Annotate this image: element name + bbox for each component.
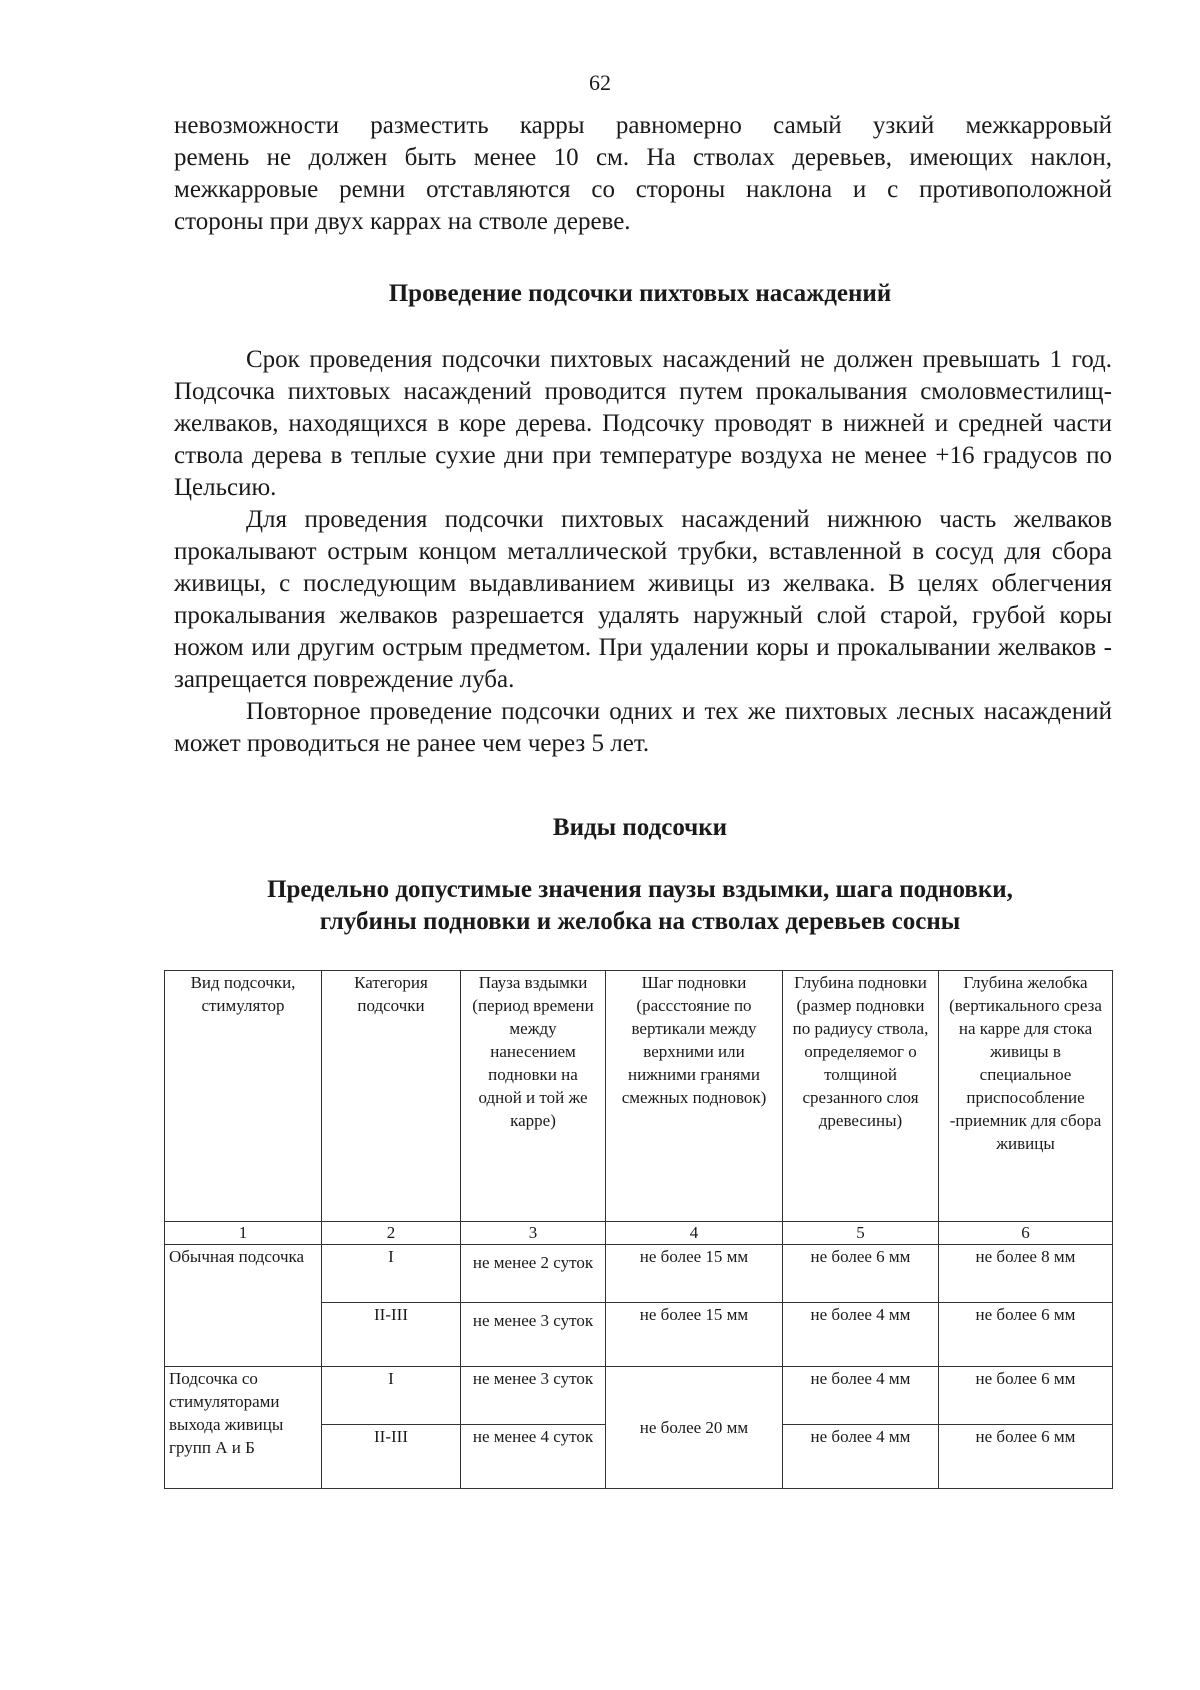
- depth-cell: не более 4 мм: [783, 1303, 939, 1367]
- table-row: [165, 1245, 1113, 1303]
- pause-cell: не менее 2 суток: [461, 1245, 606, 1303]
- depth-cell: не более 4 мм: [783, 1425, 939, 1489]
- pause-cell: не менее 4 суток: [461, 1425, 606, 1489]
- column-number: 3: [461, 1222, 606, 1245]
- groove-cell: не более 6 мм: [939, 1303, 1113, 1367]
- paragraph: Повторное проведение подсочки одних и тех же пихтовых лесных насаждений может проводиться не ранее чем через 5 лет.: [174, 698, 1112, 757]
- page-number: 62: [589, 70, 611, 95]
- category-cell: I: [322, 1245, 461, 1303]
- groove-cell: не более 8 мм: [939, 1245, 1113, 1303]
- step-cell: не более 20 мм: [606, 1367, 783, 1489]
- section-heading-tapping-types: Виды подсочки: [552, 814, 728, 841]
- header-cell: Категория подсочки: [322, 971, 461, 1222]
- column-number-row: [165, 1222, 1113, 1245]
- header-cell: Вид подсочки, стимулятор: [165, 971, 322, 1222]
- pause-cell: не менее 3 суток: [461, 1303, 606, 1367]
- paragraph: Срок проведения подсочки пихтовых насаждений не должен превышать 1 год. Подсочка пихтовых насаждений проводится путем прокалывания смоловместилищ-желваков, находящихся в коре дерева. Подсочку проводят в нижней и средней части ствола дерева в теплые сухие дни при температуре воздуха не менее +16 градусов по Цельсию.: [174, 346, 1112, 501]
- section-heading-fir-tapping: Проведение подсочки пихтовых насаждений: [388, 280, 892, 307]
- table-row: [165, 1367, 1113, 1425]
- intro-line: невозможности разместить карры равномерно самый узкий межкарровый: [174, 112, 1112, 139]
- column-number: 2: [322, 1222, 461, 1245]
- tapping-type-cell: Обычная подсочка: [165, 1245, 322, 1367]
- column-number: 6: [939, 1222, 1113, 1245]
- category-cell: II-III: [322, 1303, 461, 1367]
- column-number: 4: [606, 1222, 783, 1245]
- groove-cell: не более 6 мм: [939, 1425, 1113, 1489]
- paragraph: Для проведения подсочки пихтовых насаждений нижнюю часть желваков прокалывают острым концом металлической трубки, вставленной в сосуд для сбора живицы, с последующим выдавливанием живицы из желвака. В целях облегчения прокалывания желваков разрешается удалять наружный слой старой, грубой коры ножом или другим острым предметом. При удалении коры и прокалывании желваков - запрещается повреждение луба.: [174, 506, 1112, 693]
- tapping-type-cell: Подсочка со стимуляторами выхода живицы групп А и Б: [165, 1367, 322, 1489]
- header-cell: Глубина желобка (вертикального среза на карре для стока живицы в специальное приспособление -приемник для сбора живицы: [939, 971, 1113, 1222]
- depth-cell: не более 4 мм: [783, 1367, 939, 1425]
- table-title-line: глубины подновки и желобка на стволах деревьев сосны: [319, 908, 961, 935]
- intro-line: межкарровые ремни отставляются со стороны наклона и с противоположной: [174, 176, 1112, 203]
- header-cell: Пауза вздымки (период времени между нанесением подновки на одной и той же карре): [461, 971, 606, 1222]
- table-title-line: Предельно допустимые значения паузы вздымки, шага подновки,: [267, 876, 1013, 903]
- column-number: 5: [783, 1222, 939, 1245]
- intro-paragraph: [174, 110, 1112, 238]
- intro-line: стороны при двух каррах на стволе дереве.: [174, 208, 631, 235]
- intro-line: ремень не должен быть менее 10 см. На стволах деревьев, имеющих наклон,: [174, 144, 1112, 171]
- step-cell: не более 15 мм: [606, 1303, 783, 1367]
- table-title: [150, 874, 1130, 938]
- table-header-row: [165, 971, 1113, 1222]
- depth-cell: не более 6 мм: [783, 1245, 939, 1303]
- category-cell: I: [322, 1367, 461, 1425]
- limits-table: [164, 970, 1113, 1489]
- header-cell: Глубина подновки (размер подновки по радиусу ствола, определяемог о толщиной срезанного слоя древесины): [783, 971, 939, 1222]
- step-cell: не более 15 мм: [606, 1245, 783, 1303]
- category-cell: II-III: [322, 1425, 461, 1489]
- pause-cell: не менее 3 суток: [461, 1367, 606, 1425]
- groove-cell: не более 6 мм: [939, 1367, 1113, 1425]
- column-number: 1: [165, 1222, 322, 1245]
- section1-body: [174, 344, 1112, 760]
- header-cell: Шаг подновки (рассстояние по вертикали между верхними или нижними гранями смежных подновок): [606, 971, 783, 1222]
